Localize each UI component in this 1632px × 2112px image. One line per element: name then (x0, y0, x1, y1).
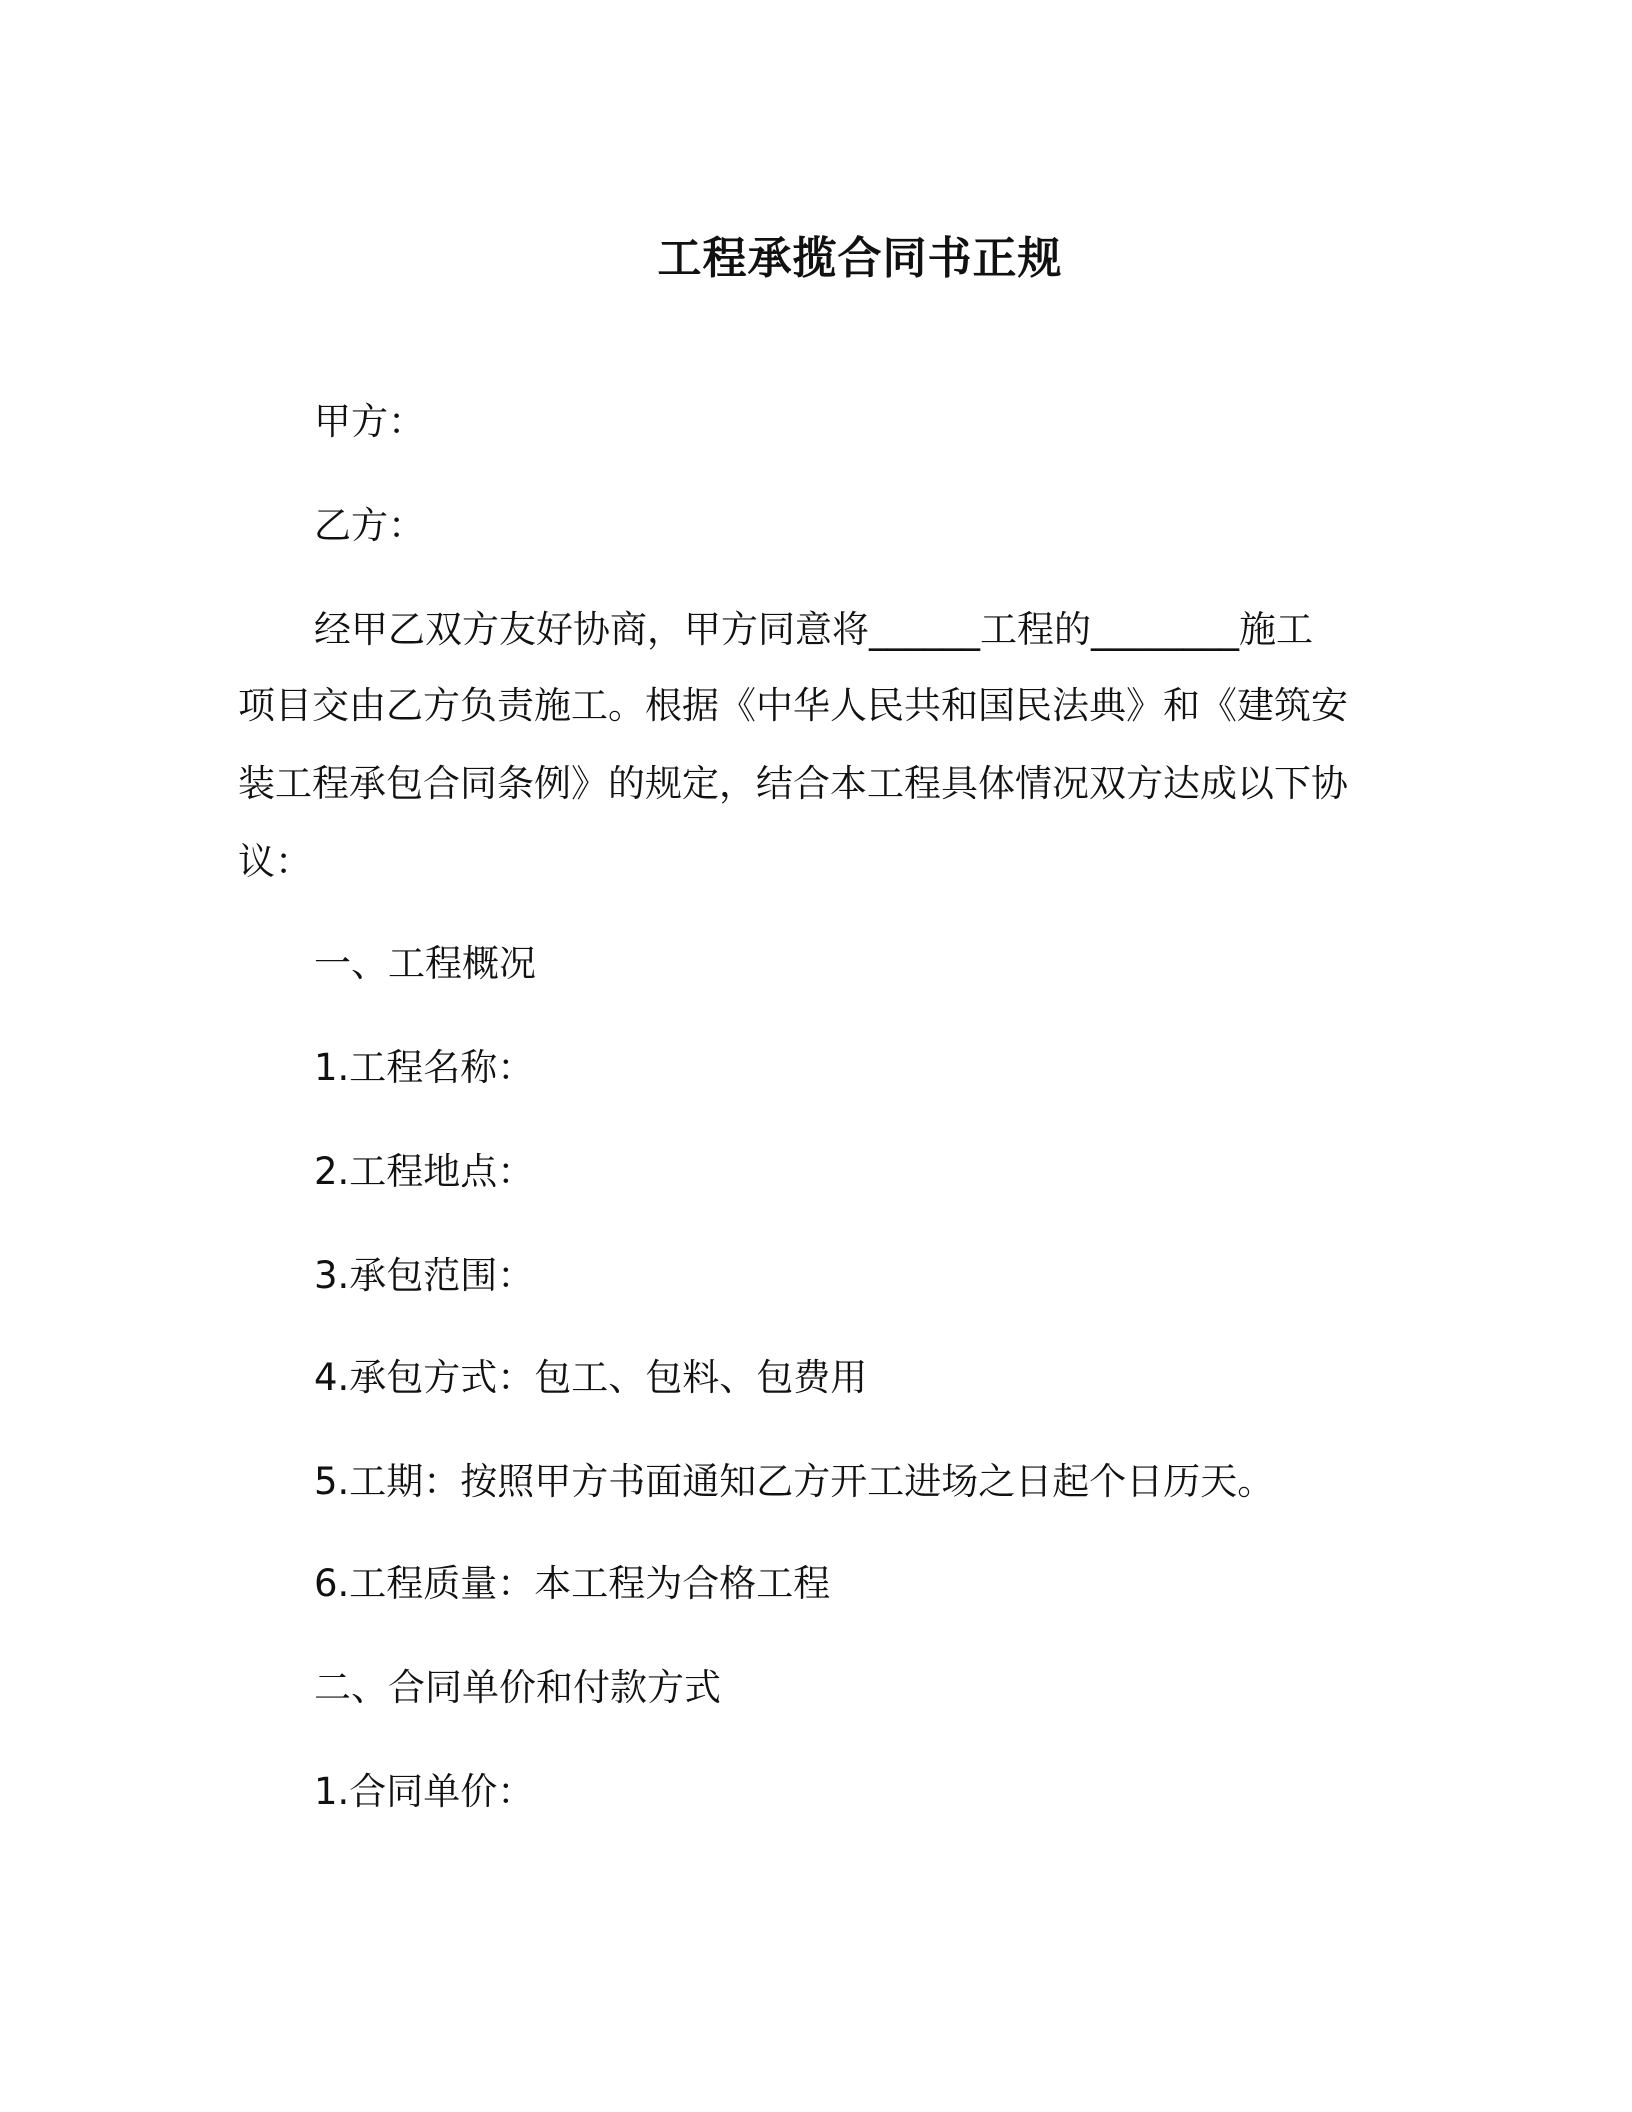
list-item-project-location: 2.工程地点： (314, 1150, 535, 1193)
intro-line-2: 项目交由乙方负责施工。根据《中华人民共和国民法典》和《建筑安 (238, 684, 1348, 727)
intro-line-3: 装工程承包合同条例》的规定，结合本工程具体情况双方达成以下协 (238, 762, 1348, 805)
section-heading-payment: 二、合同单价和付款方式 (314, 1666, 721, 1709)
intro-line-4: 议： (238, 840, 312, 883)
list-item-schedule: 5.工期：按照甲方书面通知乙方开工进场之日起个日历天。 (314, 1460, 1275, 1503)
party-b-label: 乙方： (314, 504, 425, 547)
list-item-contract-scope: 3.承包范围： (314, 1254, 535, 1297)
list-item-contract-method: 4.承包方式：包工、包料、包费用 (314, 1356, 868, 1399)
list-item-quality: 6.工程质量：本工程为合格工程 (314, 1562, 831, 1605)
list-item-unit-price: 1.合同单价： (314, 1770, 535, 1813)
intro-line-1: 经甲乙双方友好协商，甲方同意将______工程的________施工 (314, 608, 1313, 651)
document-title: 工程承揽合同书正规 (657, 233, 1063, 284)
section-heading-overview: 一、工程概况 (314, 942, 536, 985)
list-item-project-name: 1.工程名称： (314, 1046, 535, 1089)
party-a-label: 甲方： (314, 400, 425, 443)
